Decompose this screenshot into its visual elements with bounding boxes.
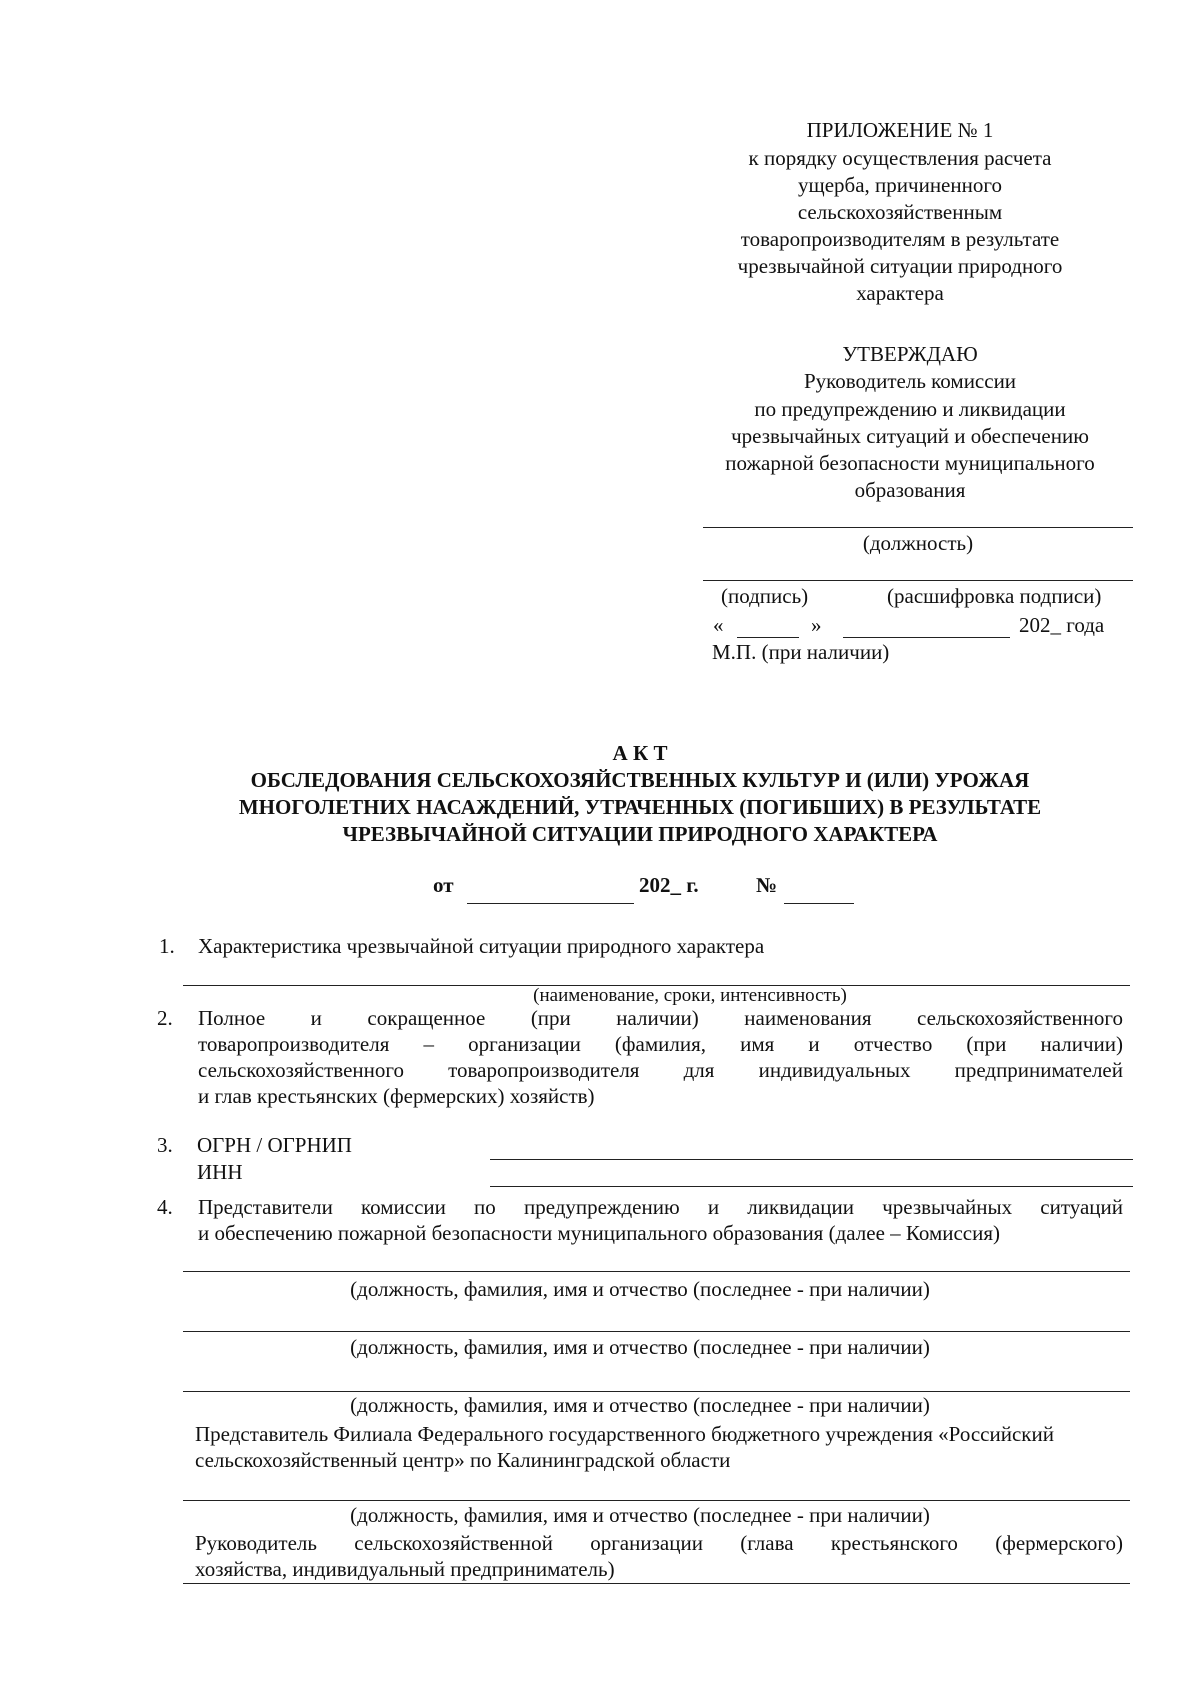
- branch-representative-line: Представитель Филиала Федерального государственного бюджетного учреждения «Российский: [195, 1422, 1054, 1446]
- section-2-line: сельскохозяйственного товаропроизводителя для индивидуальных предпринимателей: [198, 1058, 1123, 1082]
- branch-caption: (должность, фамилия, имя и отчество (последнее - при наличии): [350, 1503, 930, 1527]
- act-title: А К Т: [612, 741, 668, 765]
- date-open-quote: «: [713, 613, 724, 637]
- appendix-line: характера: [856, 281, 944, 305]
- act-subtitle-line: ОБСЛЕДОВАНИЯ СЕЛЬСКОХОЗЯЙСТВЕННЫХ КУЛЬТУР И (ИЛИ) УРОЖАЯ: [250, 768, 1030, 792]
- signature-decode-caption: (расшифровка подписи): [887, 584, 1102, 608]
- inn-line: [490, 1186, 1133, 1187]
- inn-label: ИНН: [197, 1160, 243, 1184]
- ogrn-line: [490, 1159, 1133, 1160]
- appendix-line: сельскохозяйственным: [797, 200, 1003, 224]
- date-close-quote: »: [811, 613, 822, 637]
- ogrn-label: ОГРН / ОГРНИП: [197, 1133, 352, 1157]
- section-4-line: и обеспечению пожарной безопасности муниципального образования (далее – Комиссия): [198, 1221, 1001, 1245]
- section-1-caption: (наименование, сроки, интенсивность): [533, 985, 847, 1006]
- approval-line: чрезвычайных ситуаций и обеспечению: [731, 424, 1089, 448]
- act-subtitle-line: ЧРЕЗВЫЧАЙНОЙ СИТУАЦИИ ПРИРОДНОГО ХАРАКТЕРА: [342, 822, 938, 846]
- act-number-label: №: [756, 873, 778, 897]
- signature-caption: (подпись): [721, 584, 809, 608]
- appendix-line: чрезвычайной ситуации природного: [737, 254, 1063, 278]
- appendix-title: ПРИЛОЖЕНИЕ № 1: [806, 118, 994, 142]
- branch-line: [183, 1500, 1130, 1501]
- date-month-line: [843, 637, 1010, 638]
- date-day-line: [737, 637, 799, 638]
- approval-line: пожарной безопасности муниципального: [725, 451, 1095, 475]
- appendix-line: ущерба, причиненного: [798, 173, 1002, 197]
- approval-line: образования: [854, 478, 966, 502]
- act-number-line: [784, 903, 854, 904]
- section-1-text: Характеристика чрезвычайной ситуации природного характера: [198, 934, 765, 958]
- position-caption: (должность): [862, 531, 974, 555]
- member-1-line: [183, 1271, 1130, 1272]
- approval-line: Руководитель комиссии: [803, 369, 1017, 393]
- act-date-line: [467, 903, 634, 904]
- section-1-number: 1.: [159, 934, 175, 958]
- section-4-number: 4.: [157, 1195, 173, 1219]
- head-underline: [183, 1583, 1130, 1584]
- section-2-number: 2.: [157, 1006, 173, 1030]
- signature-line: [703, 580, 1133, 581]
- head-line: хозяйства, индивидуальный предприниматель): [195, 1557, 615, 1581]
- position-line: [703, 527, 1133, 528]
- approval-line: по предупреждению и ликвидации: [754, 397, 1066, 421]
- act-subtitle-line: МНОГОЛЕТНИХ НАСАЖДЕНИЙ, УТРАЧЕННЫХ (ПОГИБШИХ) В РЕЗУЛЬТАТЕ: [238, 795, 1042, 819]
- act-from-label: от: [433, 873, 454, 897]
- section-3-number: 3.: [157, 1133, 173, 1157]
- member-2-caption: (должность, фамилия, имя и отчество (последнее - при наличии): [350, 1335, 930, 1359]
- section-4-line: Представители комиссии по предупреждению и ликвидации чрезвычайных ситуаций: [198, 1195, 1123, 1219]
- head-line: Руководитель сельскохозяйственной организации (глава крестьянского (фермерского): [195, 1531, 1123, 1555]
- appendix-line: товаропроизводителям в результате: [740, 227, 1060, 251]
- approval-title: УТВЕРЖДАЮ: [842, 342, 978, 366]
- member-3-caption: (должность, фамилия, имя и отчество (последнее - при наличии): [350, 1393, 930, 1417]
- date-year: 202_ года: [1019, 613, 1105, 637]
- act-year-label: 202_ г.: [639, 873, 699, 897]
- section-2-line: Полное и сокращенное (при наличии) наименования сельскохозяйственного: [198, 1006, 1123, 1030]
- member-1-caption: (должность, фамилия, имя и отчество (последнее - при наличии): [350, 1277, 930, 1301]
- seal-label: М.П. (при наличии): [712, 640, 890, 664]
- section-2-line: и глав крестьянских (фермерских) хозяйств): [198, 1084, 595, 1108]
- appendix-line: к порядку осуществления расчета: [748, 146, 1052, 170]
- branch-representative-line: сельскохозяйственный центр» по Калининградской области: [195, 1448, 731, 1472]
- member-2-line: [183, 1331, 1130, 1332]
- section-2-line: товаропроизводителя – организации (фамилия, имя и отчество (при наличии): [198, 1032, 1123, 1056]
